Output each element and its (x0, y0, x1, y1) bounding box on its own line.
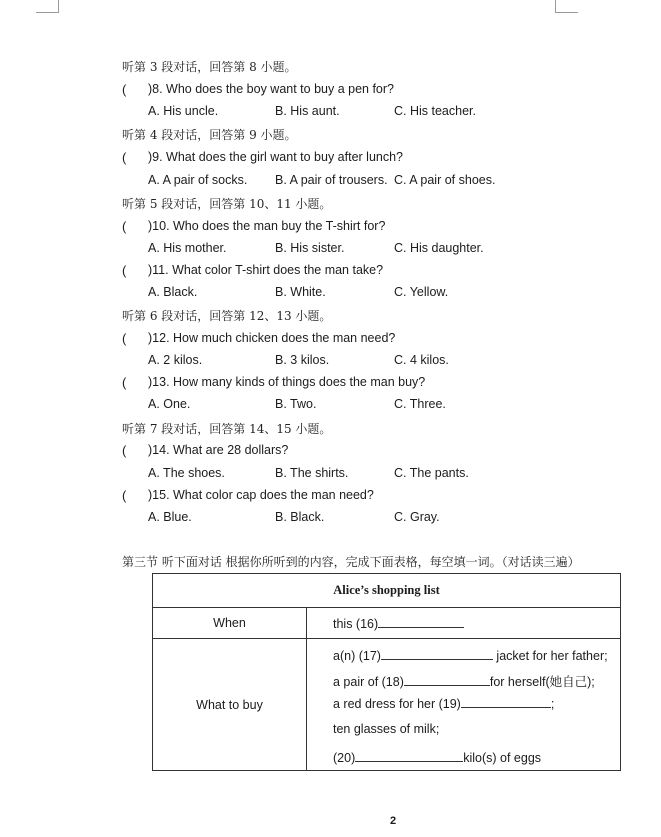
part-heading: 听第 5 段对话，回答第 10、11 小题。 (122, 197, 332, 211)
answer-paren[interactable]: ( (122, 263, 127, 278)
item-text: jacket for her father; (492, 649, 608, 663)
option-a[interactable]: A. A pair of socks. (148, 173, 248, 187)
option-a[interactable]: A. 2 kilos. (148, 353, 203, 367)
when-prefix: this (16) (333, 616, 379, 631)
answer-paren[interactable]: ( (122, 488, 127, 503)
option-b[interactable]: B. His sister. (275, 241, 345, 255)
item-text: (20) (333, 751, 356, 765)
blank-18[interactable] (404, 674, 490, 686)
item-text: a(n) (17) (333, 649, 381, 663)
blank-17[interactable] (381, 648, 493, 660)
table-caption: Alice’s shopping list (153, 574, 621, 608)
option-a[interactable]: A. One. (148, 397, 191, 411)
option-c[interactable]: C. His daughter. (394, 241, 484, 255)
part-heading: 听第 7 段对话，回答第 14、15 小题。 (122, 422, 332, 436)
answer-paren[interactable]: ( (122, 82, 127, 97)
question-text: )11. What color T-shirt does the man take? (148, 263, 384, 277)
option-b[interactable]: B. His aunt. (275, 104, 340, 118)
shopping-list-table (152, 573, 621, 771)
answer-paren[interactable]: ( (122, 150, 127, 165)
item-text: ; (550, 697, 555, 711)
option-c[interactable]: C. A pair of shoes. (394, 173, 496, 187)
option-a[interactable]: A. His mother. (148, 241, 227, 255)
part-heading: 听第 3 段对话，回答第 8 小题。 (122, 60, 297, 74)
option-a[interactable]: A. Black. (148, 285, 198, 299)
item-text: a pair of (18) (333, 675, 404, 689)
crop-mark-right (555, 0, 578, 13)
section-title: 第三节 听下面对话 根据你所听到的内容，完成下面表格，每空填一词。（对话读三遍） (122, 555, 580, 569)
crop-mark-left (36, 0, 59, 13)
when-cell (307, 608, 621, 639)
question-text: )15. What color cap does the man need? (148, 488, 374, 502)
option-c[interactable]: C. The pants. (394, 466, 469, 480)
option-c[interactable]: C. His teacher. (394, 104, 476, 118)
option-b[interactable]: B. 3 kilos. (275, 353, 330, 367)
question-text: )8. Who does the boy want to buy a pen for? (148, 82, 394, 96)
option-b[interactable]: B. Two. (275, 397, 317, 411)
answer-paren[interactable]: ( (122, 331, 127, 346)
answer-paren[interactable]: ( (122, 443, 127, 458)
page-number: 2 (390, 815, 397, 827)
item-text: ten glasses of milk; (333, 722, 440, 736)
item-text: kilo(s) of eggs (463, 751, 542, 765)
items-cell (307, 639, 621, 771)
item-line-18 (333, 672, 595, 690)
item-text: for herself(她自己); (489, 675, 595, 689)
item-line-19 (333, 696, 554, 711)
item-line-20 (333, 750, 541, 765)
option-c[interactable]: C. Gray. (394, 510, 440, 524)
part-heading: 听第 4 段对话，回答第 9 小题。 (122, 128, 297, 142)
option-b[interactable]: B. The shirts. (275, 466, 349, 480)
blank-16[interactable] (378, 616, 464, 628)
blank-20[interactable] (355, 750, 463, 762)
question-text: )14. What are 28 dollars? (148, 443, 289, 457)
answer-paren[interactable]: ( (122, 219, 127, 234)
question-text: )10. Who does the man buy the T-shirt for? (148, 219, 386, 233)
question-text: )9. What does the girl want to buy after lunch? (148, 150, 403, 164)
option-a[interactable]: A. The shoes. (148, 466, 225, 480)
part-heading: 听第 6 段对话，回答第 12、13 小题。 (122, 309, 332, 323)
question-text: )12. How much chicken does the man need? (148, 331, 396, 345)
option-a[interactable]: A. His uncle. (148, 104, 219, 118)
option-c[interactable]: C. Yellow. (394, 285, 449, 299)
question-text: )13. How many kinds of things does the man buy? (148, 375, 426, 389)
option-c[interactable]: C. 4 kilos. (394, 353, 449, 367)
option-b[interactable]: B. A pair of trousers. (275, 173, 388, 187)
answer-paren[interactable]: ( (122, 375, 127, 390)
option-c[interactable]: C. Three. (394, 397, 446, 411)
what-to-buy-label: What to buy (153, 639, 307, 771)
blank-19[interactable] (461, 696, 551, 708)
option-a[interactable]: A. Blue. (148, 510, 192, 524)
option-b[interactable]: B. White. (275, 285, 326, 299)
item-line-17 (333, 648, 608, 663)
item-line-milk (333, 722, 439, 736)
when-label: When (153, 608, 307, 639)
item-text: a red dress for her (19) (333, 697, 461, 711)
option-b[interactable]: B. Black. (275, 510, 325, 524)
